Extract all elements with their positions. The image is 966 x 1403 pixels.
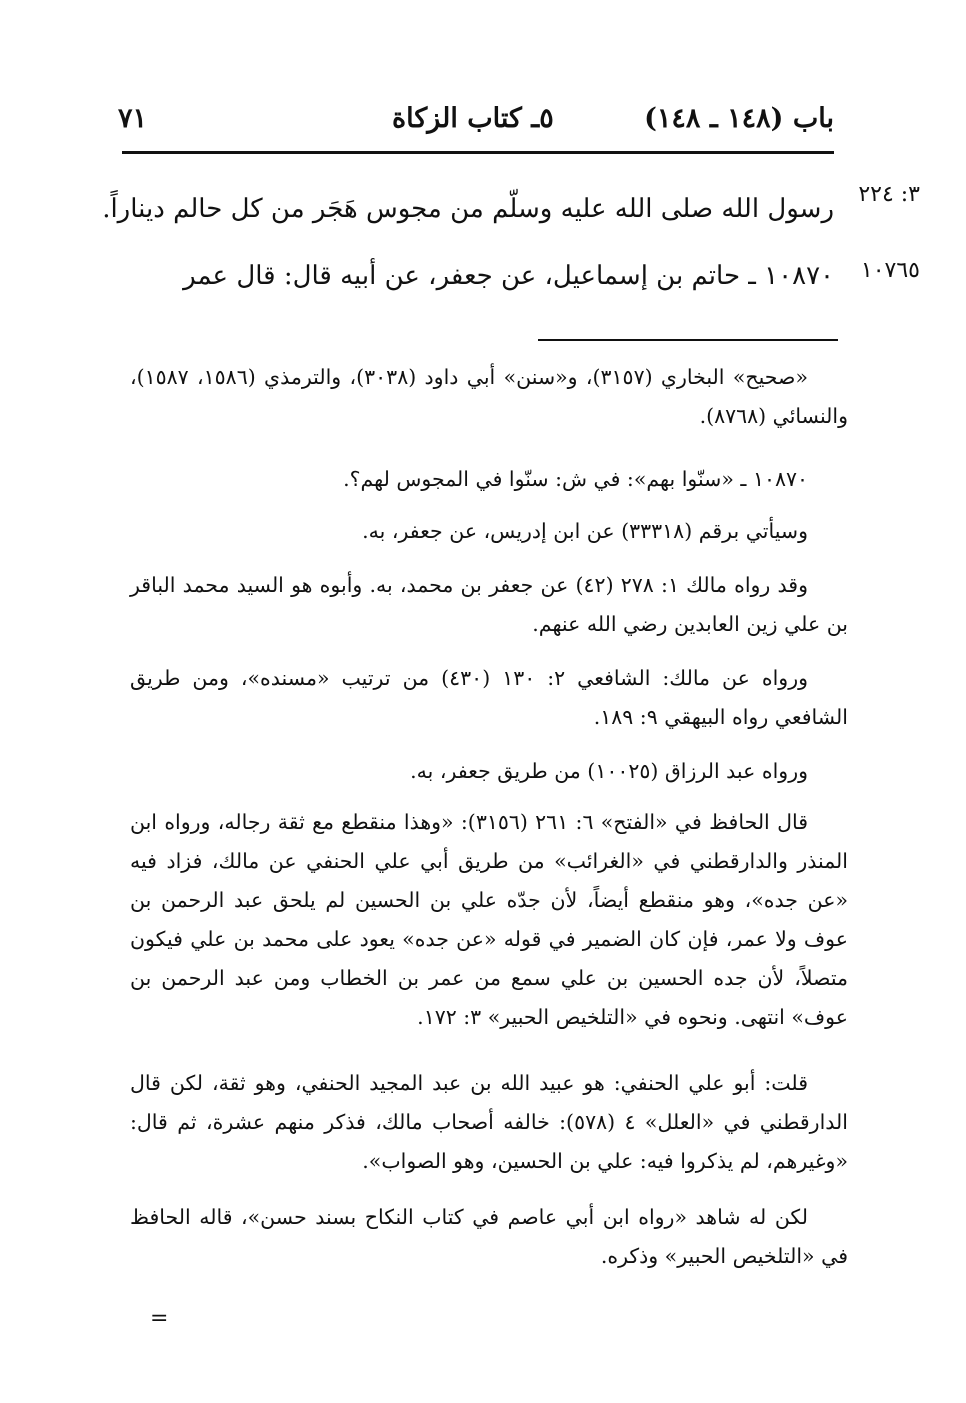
- hadith-line-1: رسول الله صلى الله عليه وسلّم من مجوس هَجَر من كل حالم ديناراً.: [102, 194, 834, 224]
- footnote-wording: ١٠٨٧٠ ـ «سنّوا بهم»: في ش: سنّوا في المجوس لهم؟.: [343, 467, 808, 491]
- end-mark: =: [150, 1306, 169, 1331]
- footnote-cross-ref: وسيأتي برقم (٣٣٣١٨) عن ابن إدريس، عن جعفر، به.: [362, 519, 808, 543]
- footnote-abdulrazzaq: ورواه عبد الرزاق (١٠٠٢٥) من طريق جعفر، به.: [410, 759, 808, 783]
- page-number: ٧١: [118, 103, 148, 134]
- footnote-hafiz: قال الحافظ في «الفتح» ٦: ٢٦١ (٣١٥٦): «وهذا منقطع مع ثقة رجاله، ورواه ابن المنذر والدارقطني في «الغرائب» من طريق أبي علي الحنفي عن مالك، فزاد فيه «عن جده»، وهو منقطع أيضاً، لأن جدّه علي بن الحسين لم يلحق عبد الرحمن بن عوف ولا عمر، فإن كان الضمير في قوله «عن جده» يعود على محمد بن علي فيكون متصلاً، لأن جده الحسين بن علي سمع من عمر بن الخطاب ومن عبد الرحمن بن عوف» انتهى. ونحوه في «التلخيص الحبير» ٣: ١٧٢.: [130, 810, 848, 1029]
- hadith-line-2: ١٠٨٧٠ ـ حاتم بن إسماعيل، عن جعفر، عن أبيه قال: قال عمر: [183, 261, 834, 291]
- footnote-separator: [538, 339, 838, 341]
- footnote-sources: «صحيح» البخاري (٣١٥٧)، و«سنن» أبي داود (٣٠٣٨)، والترمذي (١٥٨٦، ١٥٨٧)، والنسائي (٨٧٦٨).: [130, 365, 848, 428]
- header-rule: [122, 151, 834, 154]
- line2-reference: ١٠٧٦٥: [860, 258, 920, 283]
- footnote-shafii: ورواه عن مالك: الشافعي ٢: ١٣٠ (٤٣٠) من ترتيب «مسنده»، ومن طريق الشافعي رواه البيهقي ٩: ١٨٩.: [130, 666, 848, 729]
- line1-reference: ٣: ٢٢٤: [858, 182, 920, 207]
- footnote-qultu: قلت: أبو علي الحنفي: هو عبيد الله بن عبد المجيد الحنفي، وهو ثقة، لكن قال الدارقطني في «العلل» ٤ (٥٧٨): خالفه أصحاب مالك، فذكر منهم عشرة، ثم قال: «وغيرهم، لم يذكروا فيه: علي بن الحسين، وهو الصواب».: [130, 1071, 848, 1173]
- chapter-title: ٥ـ كتاب الزكاة: [392, 103, 554, 134]
- bab-range: باب (١٤٨ ـ ١٤٨): [644, 103, 834, 134]
- footnote-shahid: لكن له شاهد «رواه ابن أبي عاصم في كتاب النكاح بسند حسن»، قاله الحافظ في «التلخيص الحبير» وذكره.: [130, 1205, 848, 1268]
- footnote-malik: وقد رواه مالك ١: ٢٧٨ (٤٢) عن جعفر بن محمد، به. وأبوه هو السيد محمد الباقر بن علي زين العابدين رضي الله عنهم.: [130, 573, 848, 636]
